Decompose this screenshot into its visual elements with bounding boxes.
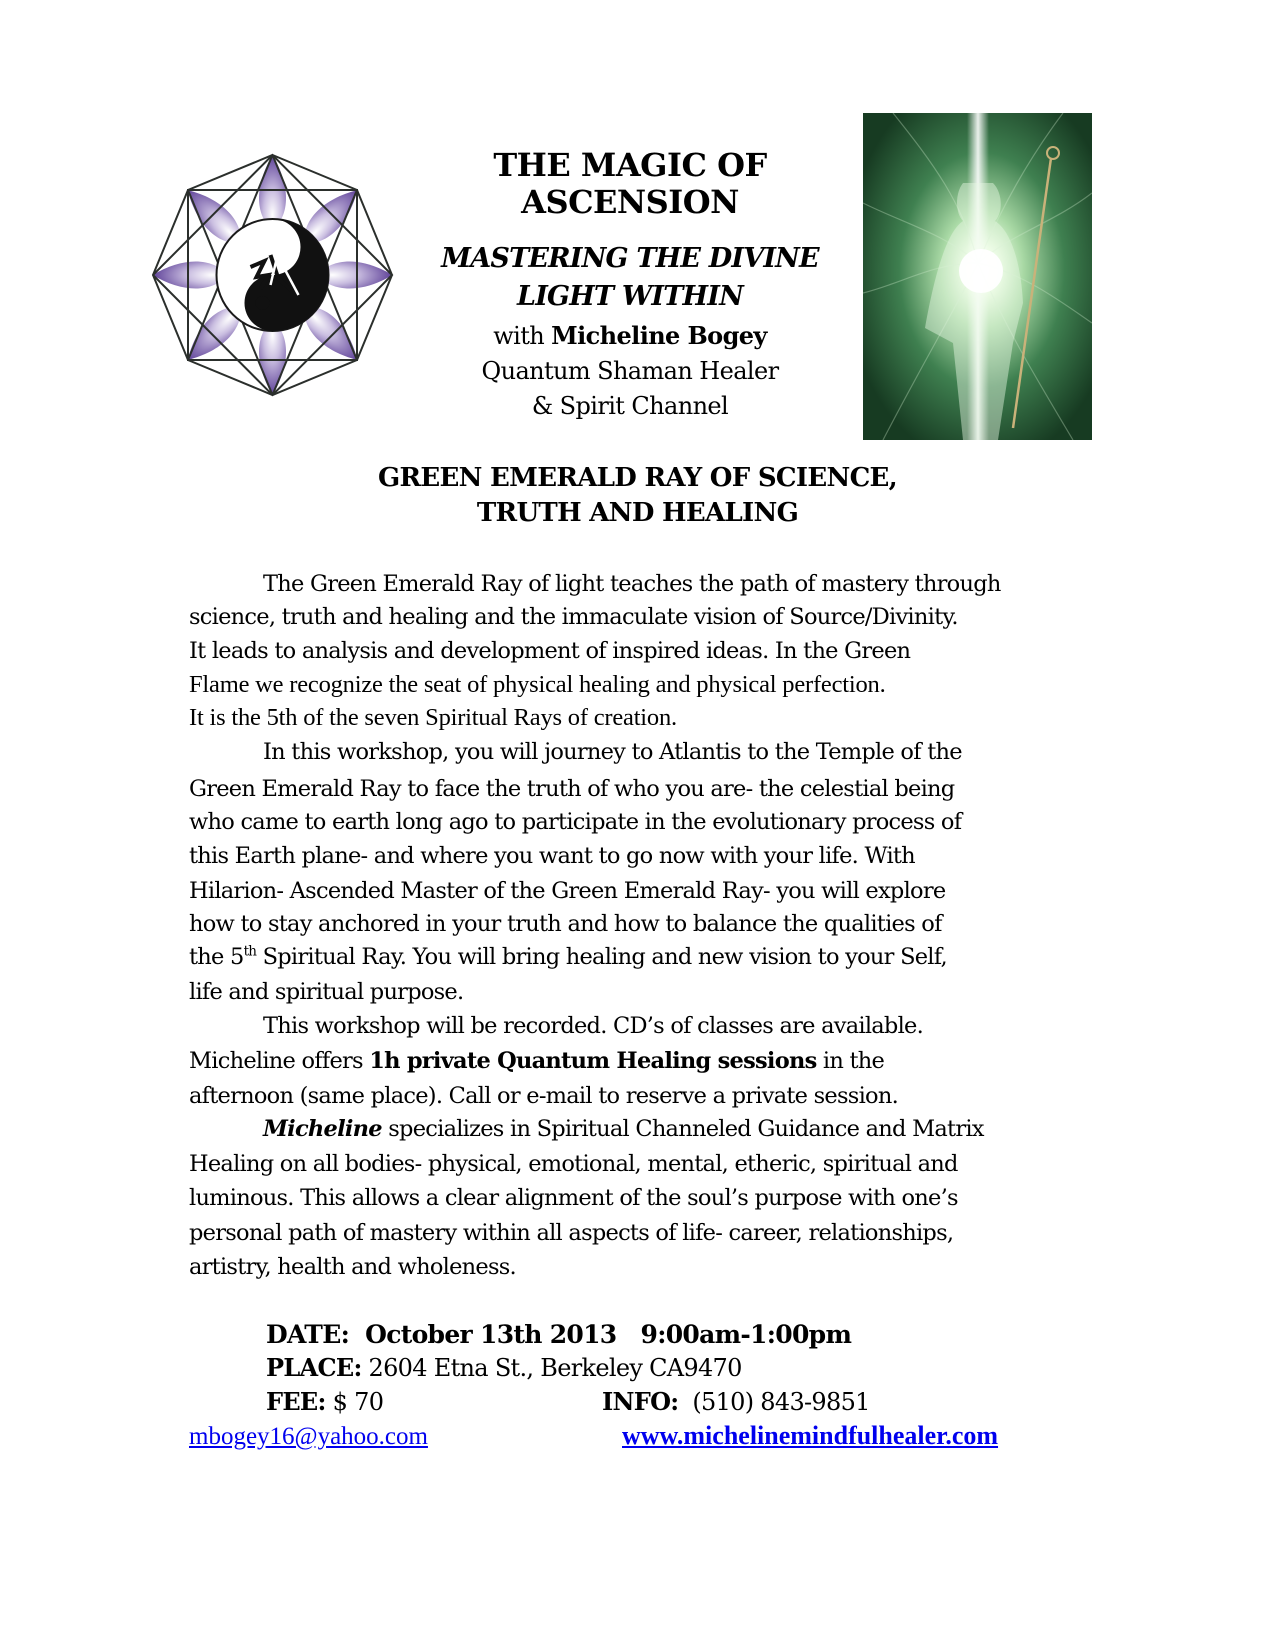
text: Micheline offers: [189, 1048, 370, 1074]
section-heading-line-1: GREEN EMERALD RAY OF SCIENCE,: [377, 463, 898, 493]
subtitle-line-1: MASTERING THE DIVINE: [441, 243, 819, 274]
role-line-1: Quantum Shaman Healer: [481, 357, 779, 385]
body-line: Green Emerald Ray to face the truth of who you are- the celestial being: [189, 776, 955, 802]
section-heading-line-2: TRUTH AND HEALING: [476, 498, 799, 528]
body-line: afternoon (same place). Call or e-mail to reserve a private session.: [189, 1083, 898, 1109]
place-label: PLACE:: [266, 1353, 362, 1382]
body-line: The Green Emerald Ray of light teaches the path of mastery through: [263, 571, 1001, 597]
body-line: luminous. This allows a clear alignment of the soul’s purpose with one’s: [189, 1185, 958, 1211]
body-line: It is the 5th of the seven Spiritual Rays of creation.: [189, 704, 677, 731]
body-line: life and spiritual purpose.: [189, 979, 464, 1005]
email-link[interactable]: mbogey16@yahoo.com: [189, 1423, 428, 1450]
text: the 5: [189, 944, 244, 970]
event-fee: [266, 1387, 384, 1416]
date-label: DATE:: [266, 1320, 350, 1349]
place-value: 2604 Etna St., Berkeley CA9470: [368, 1354, 742, 1382]
subtitle-line-2: LIGHT WITHIN: [517, 281, 743, 312]
info-phone: (510) 843-9851: [692, 1388, 870, 1416]
lotus-yin-yang-logo: [150, 152, 395, 398]
body-line: [189, 1050, 884, 1073]
fee-label: FEE:: [266, 1387, 326, 1416]
body-line: artistry, health and wholeness.: [189, 1254, 516, 1280]
title-line-1: THE MAGIC OF: [493, 146, 767, 184]
info-label: INFO:: [602, 1387, 679, 1416]
date-value: October 13th 2013 9:00am-1:00pm: [365, 1320, 852, 1349]
presenter-name: Micheline Bogey: [551, 321, 767, 350]
event-date: [266, 1322, 851, 1347]
body-line: how to stay anchored in your truth and how to balance the qualities of: [189, 911, 942, 937]
body-line: [189, 943, 947, 970]
text: Spiritual Ray. You will bring healing and new vision to your Self,: [256, 944, 947, 970]
text: in the: [816, 1048, 885, 1074]
event-place: [266, 1353, 742, 1382]
body-line: [263, 1118, 984, 1141]
website-link[interactable]: www.michelinemindfulhealer.com: [622, 1421, 999, 1450]
ordinal-suffix: th: [243, 943, 257, 960]
body-line: In this workshop, you will journey to Atlantis to the Temple of the: [263, 739, 962, 765]
event-info: [602, 1387, 870, 1416]
painting-graphic: [863, 113, 1092, 440]
role-line-2: & Spirit Channel: [531, 392, 729, 420]
body-line: personal path of mastery within all aspects of life- career, relationships,: [189, 1220, 954, 1246]
micheline-emphasis: Micheline: [263, 1116, 382, 1142]
ascended-master-painting: [863, 113, 1092, 440]
presenter-line: [390, 321, 870, 350]
body-line: Hilarion- Ascended Master of the Green Emerald Ray- you will explore: [189, 878, 946, 904]
body-line: who came to earth long ago to participate in the evolutionary process of: [189, 809, 962, 835]
body-line: This workshop will be recorded. CD’s of classes are available.: [263, 1013, 923, 1039]
fee-value: $ 70: [332, 1388, 384, 1416]
title-line-2: ASCENSION: [521, 183, 739, 221]
with-prefix: with: [493, 322, 552, 350]
yin-yang: [217, 219, 329, 331]
body-line: It leads to analysis and development of inspired ideas. In the Green: [189, 638, 911, 664]
sessions-highlight: 1h private Quantum Healing sessions: [369, 1048, 817, 1074]
body-line: Flame we recognize the seat of physical healing and physical perfection.: [189, 671, 886, 698]
body-line: this Earth plane- and where you want to go now with your life. With: [189, 843, 915, 869]
text: specializes in Spiritual Channeled Guidance and Matrix: [381, 1116, 984, 1142]
body-line: science, truth and healing and the immaculate vision of Source/Divinity.: [189, 604, 958, 630]
body-line: Healing on all bodies- physical, emotional, mental, etheric, spiritual and: [189, 1151, 958, 1177]
